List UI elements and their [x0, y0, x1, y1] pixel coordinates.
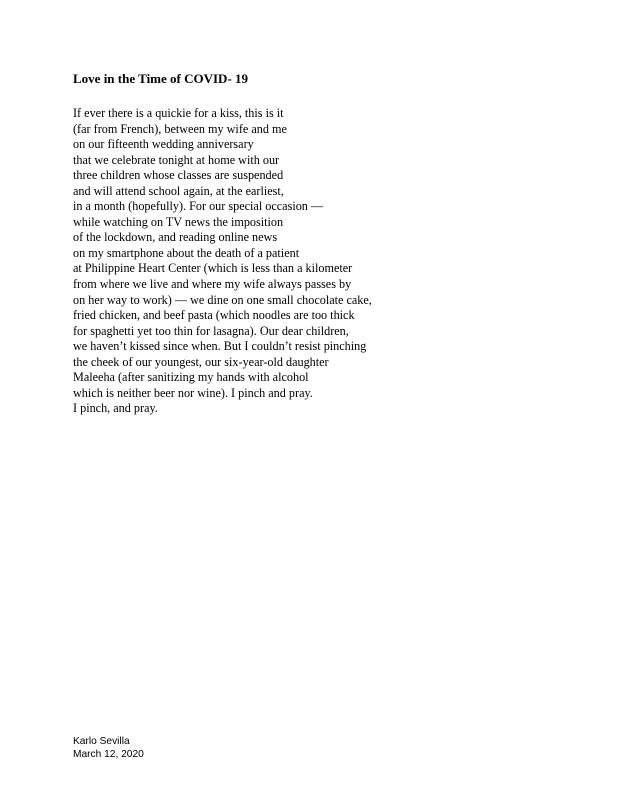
poem-line: on our fifteenth wedding anniversary — [73, 137, 254, 152]
author-name: Karlo Sevilla — [73, 736, 130, 747]
poem-line: while watching on TV news the imposition — [73, 214, 284, 229]
poem-line: we haven’t kissed since when. But I couldn’t resist pinching — [73, 339, 367, 354]
poem-line: of the lockdown, and reading online news — [73, 230, 278, 245]
poem-line: for spaghetti yet too thin for lasagna). Our dear children, — [73, 323, 349, 338]
poem-line: at Philippine Heart Center (which is less than a kilometer — [73, 261, 353, 276]
author-footer — [73, 735, 144, 761]
poem-line: If ever there is a quickie for a kiss, this is it — [73, 106, 284, 120]
poem-line: the cheek of our youngest, our six-year-old daughter — [73, 354, 329, 369]
date-line: March 12, 2020 — [73, 749, 144, 760]
poem-line: and will attend school again, at the earliest, — [73, 183, 284, 198]
poem-line: fried chicken, and beef pasta (which noodles are too thick — [73, 308, 355, 323]
poem-title: Love in the Time of COVID- 19 — [73, 71, 249, 86]
poem-line: on my smartphone about the death of a patient — [73, 245, 300, 260]
poem-body — [73, 106, 372, 417]
poem-line: from where we live and where my wife always passes by — [73, 277, 352, 292]
poem-line: that we celebrate tonight at home with our — [73, 152, 280, 167]
poem-line: (far from French), between my wife and me — [73, 121, 287, 136]
poem-line: I pinch, and pray. — [73, 401, 158, 416]
poem-line: in a month (hopefully). For our special occasion — — [73, 199, 324, 214]
poem-line: on her way to work) — we dine on one small chocolate cake, — [73, 292, 372, 307]
poem-line: three children whose classes are suspended — [73, 168, 284, 183]
poem-line: which is neither beer nor wine). I pinch and pray. — [73, 385, 313, 400]
poem-line: Maleeha (after sanitizing my hands with alcohol — [73, 370, 309, 385]
